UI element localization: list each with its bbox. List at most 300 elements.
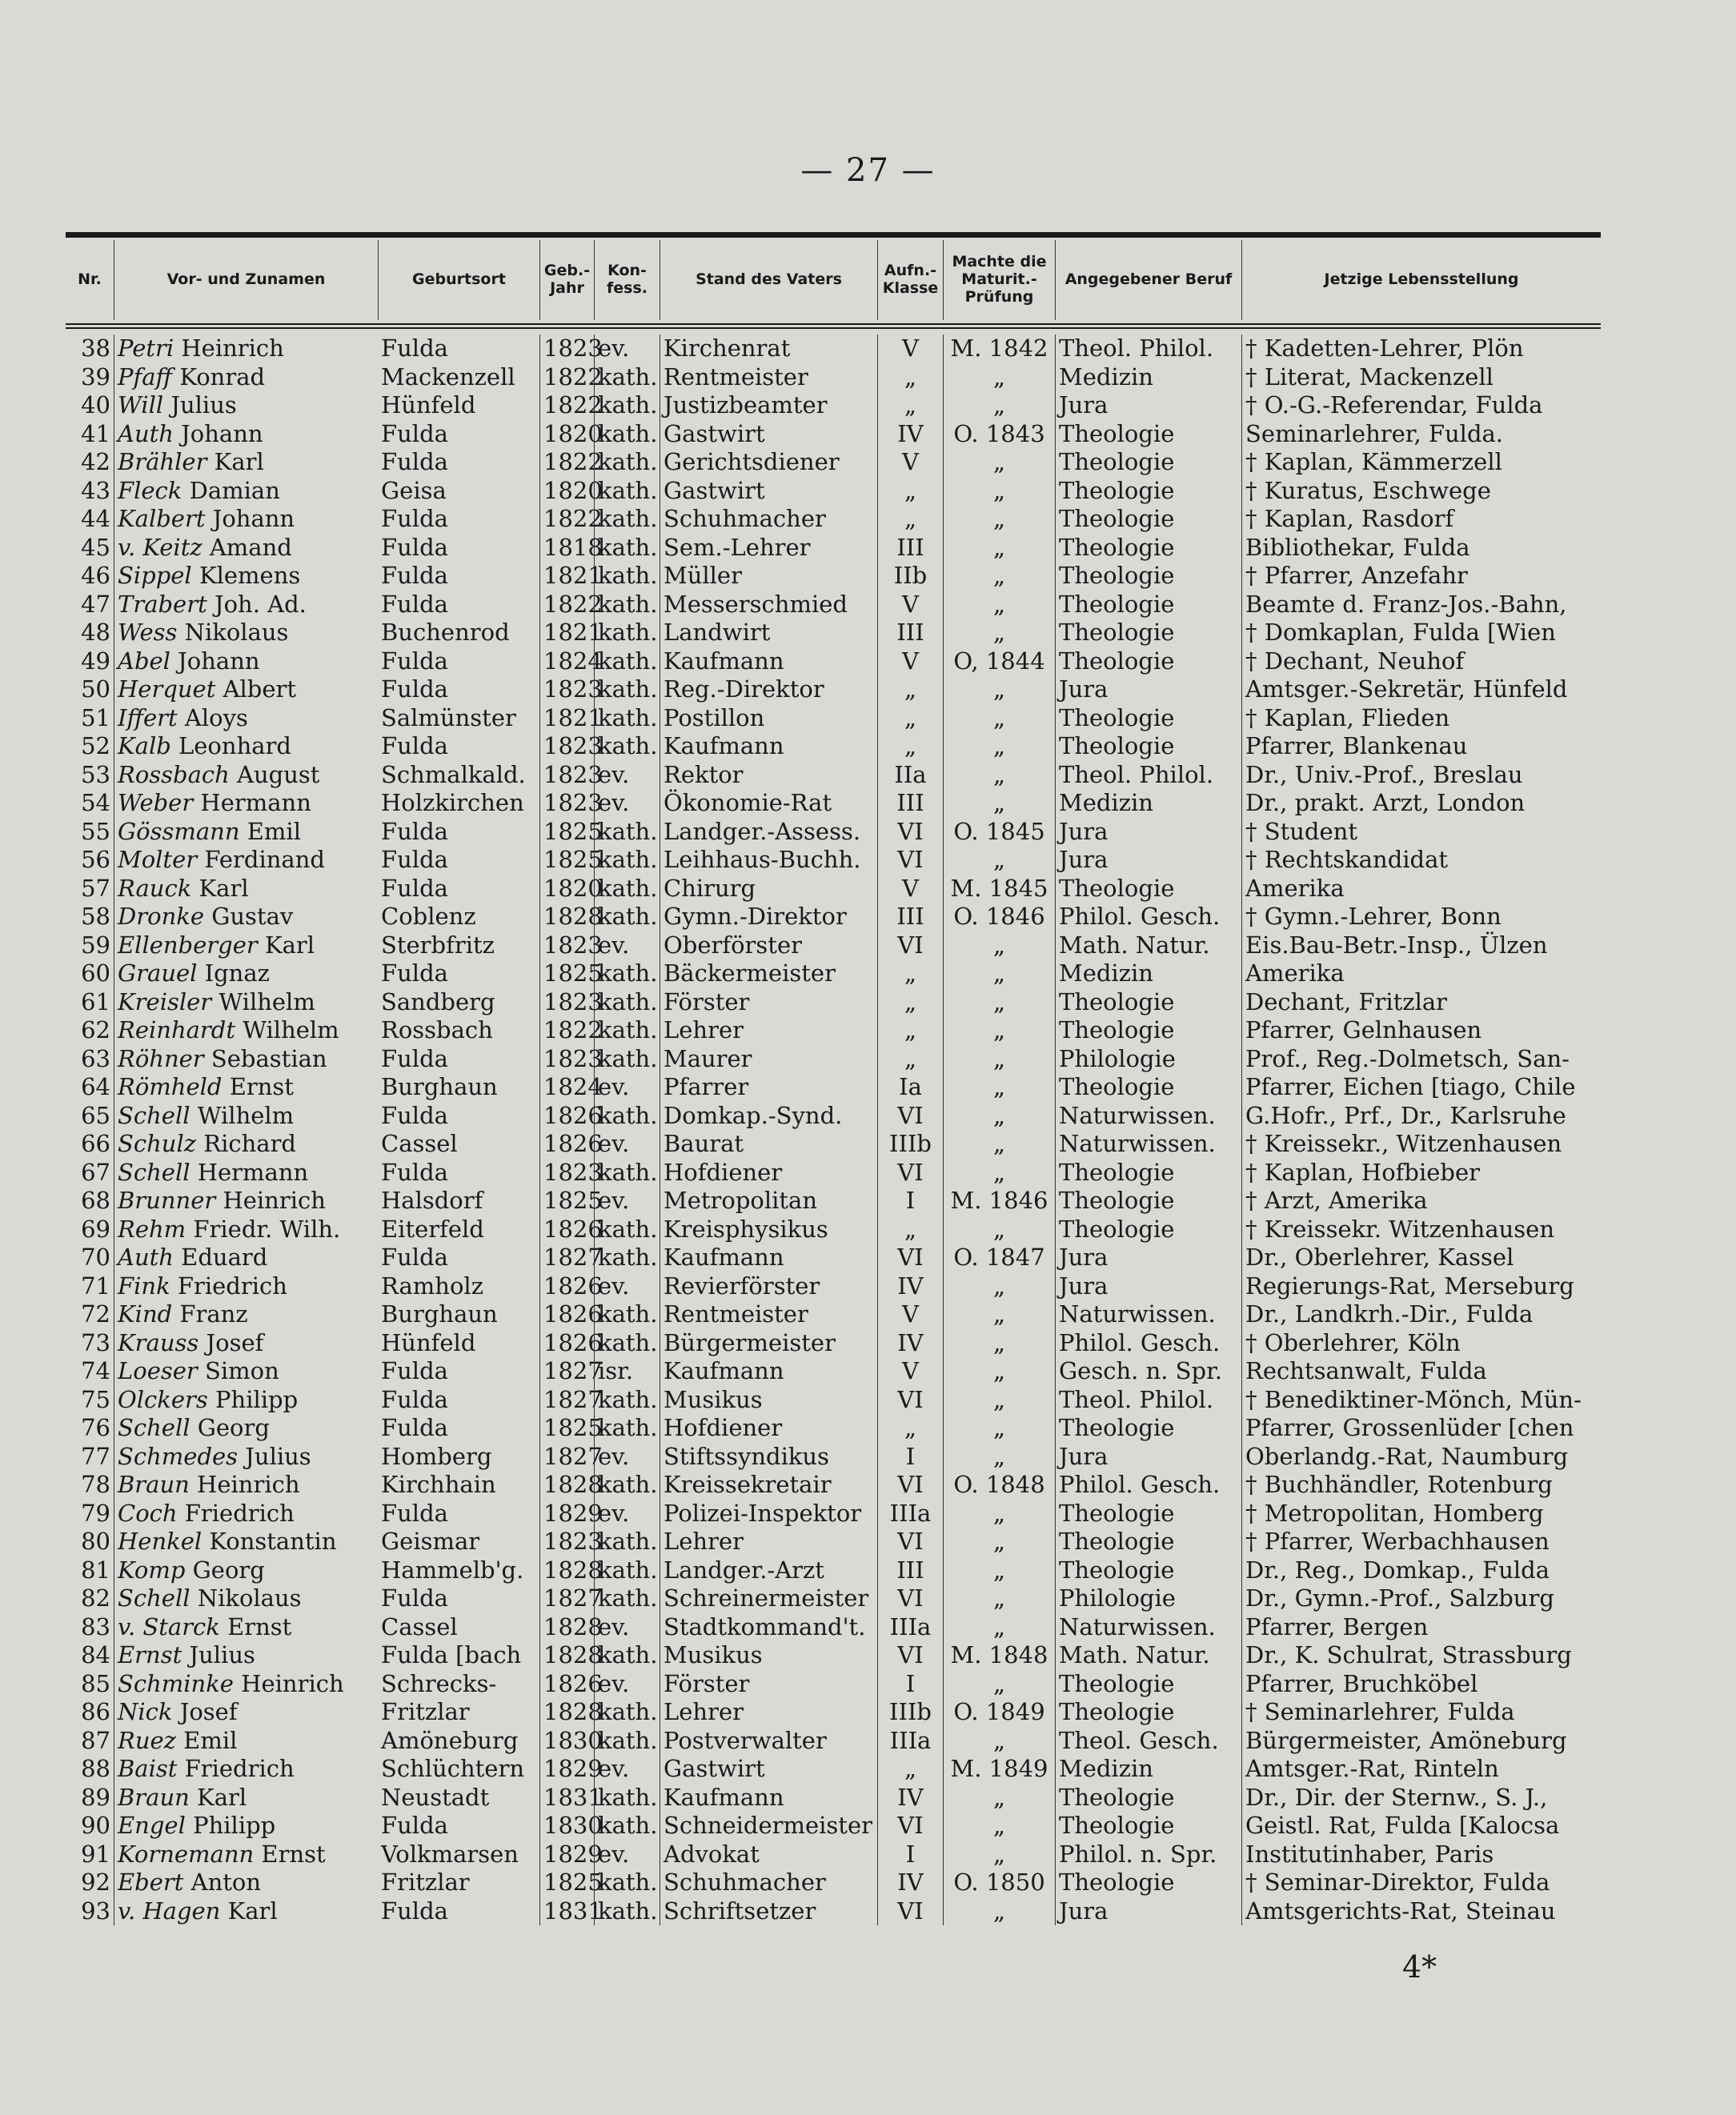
- row-father: Kreisphysikus: [660, 1216, 877, 1244]
- row-beruf: Philol. Gesch.: [1055, 1471, 1241, 1500]
- row-number: 56: [81, 846, 110, 873]
- row-number: 80: [81, 1528, 110, 1555]
- row-birthplace: Fulda: [381, 533, 448, 561]
- row-birthplace: Rossbach: [381, 1016, 493, 1043]
- row-stellung: Pfarrer, Blankenau: [1241, 732, 1601, 761]
- row-name: [114, 1500, 378, 1528]
- row-birthplace: Kirchhain: [381, 1471, 496, 1498]
- table-row: [66, 1613, 1601, 1642]
- row-birthplace: Fulda: [381, 505, 448, 532]
- row-given-name: Heinrich: [197, 1471, 300, 1498]
- row-surname: Dronke: [118, 903, 204, 930]
- row-given-name: Albert: [223, 675, 297, 703]
- table-body: [66, 334, 1601, 1925]
- row-confession: kath.: [594, 704, 660, 733]
- header-year: Geb.-Jahr: [539, 240, 594, 320]
- row-confession: kath.: [594, 875, 660, 903]
- row-confession: kath.: [594, 391, 660, 420]
- row-name: [114, 1784, 378, 1813]
- row-confession: ev.: [594, 1130, 660, 1159]
- row-birthplace: Fulda: [381, 959, 448, 987]
- row-confession: kath.: [594, 562, 660, 591]
- row-confession: kath.: [594, 505, 660, 534]
- row-number: 48: [81, 619, 110, 646]
- row-birthplace: Fritzlar: [381, 1869, 470, 1896]
- row-klasse: „: [877, 959, 943, 988]
- row-name: [114, 505, 378, 534]
- row-year: 1823: [539, 1528, 594, 1556]
- row-given-name: Ernst: [261, 1840, 326, 1868]
- row-confession: kath.: [594, 647, 660, 676]
- row-year: 1827: [539, 1386, 594, 1415]
- row-given-name: Sebastian: [210, 1044, 327, 1072]
- table-row: [66, 1073, 1601, 1102]
- row-stellung: Eis.Bau-Betr.-Insp., Ülzen: [1241, 931, 1601, 960]
- row-surname: Brähler: [118, 448, 207, 475]
- row-beruf: Naturwissen.: [1055, 1130, 1241, 1159]
- row-exam: „: [943, 1812, 1055, 1841]
- table-row: [66, 1528, 1601, 1556]
- row-exam: „: [943, 1357, 1055, 1386]
- row-father: Kaufmann: [660, 732, 877, 761]
- row-stellung: † Literat, Mackenzell: [1241, 363, 1601, 392]
- row-name: [114, 1556, 378, 1585]
- table-row: [66, 477, 1601, 506]
- row-klasse: I: [877, 1841, 943, 1869]
- row-surname: Schminke: [118, 1669, 234, 1697]
- row-birthplace: Fulda: [381, 874, 448, 902]
- row-stellung: † Kadetten-Lehrer, Plön: [1241, 334, 1601, 363]
- row-klasse: „: [877, 1755, 943, 1784]
- row-father: Kirchenrat: [660, 334, 877, 363]
- row-stellung: G.Hofr., Prf., Dr., Karlsruhe: [1241, 1102, 1601, 1131]
- row-exam: „: [943, 1784, 1055, 1813]
- row-beruf: Theologie: [1055, 1073, 1241, 1102]
- row-stellung: † Kaplan, Kämmerzell: [1241, 448, 1601, 477]
- row-beruf: Theologie: [1055, 1812, 1241, 1841]
- row-surname: Kornemann: [118, 1840, 255, 1868]
- row-klasse: III: [877, 534, 943, 563]
- row-given-name: Friedr. Wilh.: [193, 1215, 341, 1243]
- table-row: [66, 534, 1601, 563]
- row-year: 1828: [539, 1698, 594, 1727]
- row-beruf: Jura: [1055, 846, 1241, 875]
- row-klasse: IV: [877, 1329, 943, 1358]
- row-year: 1820: [539, 875, 594, 903]
- row-stellung: † Kaplan, Flieden: [1241, 704, 1601, 733]
- row-stellung: Pfarrer, Bergen: [1241, 1613, 1601, 1642]
- row-stellung: † Kreissekr., Witzenhausen: [1241, 1130, 1601, 1159]
- row-stellung: Prof., Reg.-Dolmetsch, San-: [1241, 1045, 1601, 1074]
- row-year: 1824: [539, 1073, 594, 1102]
- row-confession: kath.: [594, 1528, 660, 1556]
- row-stellung: Dr., Univ.-Prof., Breslau: [1241, 761, 1601, 790]
- table-row: [66, 1386, 1601, 1415]
- row-year: 1820: [539, 477, 594, 506]
- row-klasse: III: [877, 1556, 943, 1585]
- row-surname: Kalbert: [118, 505, 206, 532]
- row-exam: „: [943, 1216, 1055, 1244]
- row-stellung: Dr., K. Schulrat, Strassburg: [1241, 1641, 1601, 1670]
- row-surname: Komp: [118, 1556, 186, 1584]
- row-given-name: Gustav: [211, 903, 294, 930]
- row-klasse: V: [877, 1357, 943, 1386]
- row-year: 1826: [539, 1272, 594, 1301]
- row-surname: Röhner: [118, 1044, 204, 1072]
- table-row: [66, 363, 1601, 392]
- row-father: Lehrer: [660, 1528, 877, 1556]
- row-number: 69: [81, 1215, 110, 1243]
- row-year: 1826: [539, 1300, 594, 1329]
- row-name: [114, 420, 378, 449]
- row-birthplace: Homberg: [381, 1442, 492, 1470]
- row-name: [114, 591, 378, 619]
- row-exam: „: [943, 1443, 1055, 1472]
- row-surname: Weber: [118, 789, 194, 816]
- table-row: [66, 1584, 1601, 1613]
- row-klasse: V: [877, 448, 943, 477]
- row-number: 81: [81, 1556, 110, 1584]
- row-beruf: Theologie: [1055, 1216, 1241, 1244]
- row-name: [114, 1584, 378, 1613]
- row-year: 1829: [539, 1841, 594, 1869]
- row-klasse: V: [877, 1300, 943, 1329]
- row-number: 61: [81, 987, 110, 1015]
- row-stellung: † Buchhändler, Rotenburg: [1241, 1471, 1601, 1500]
- table-row: [66, 1016, 1601, 1045]
- row-birthplace: Fulda: [381, 1101, 448, 1129]
- row-number: 79: [81, 1499, 110, 1527]
- row-klasse: „: [877, 675, 943, 704]
- table-row: [66, 1641, 1601, 1670]
- row-number: 89: [81, 1783, 110, 1811]
- row-year: 1829: [539, 1500, 594, 1528]
- row-stellung: † Rechtskandidat: [1241, 846, 1601, 875]
- row-confession: ev.: [594, 1073, 660, 1102]
- row-name: [114, 448, 378, 477]
- row-beruf: Math. Natur.: [1055, 931, 1241, 960]
- row-number: 68: [81, 1187, 110, 1214]
- row-stellung: Pfarrer, Bruchköbel: [1241, 1670, 1601, 1699]
- row-name: [114, 818, 378, 847]
- row-father: Rentmeister: [660, 1300, 877, 1329]
- row-number: 74: [81, 1357, 110, 1384]
- row-number: 65: [81, 1101, 110, 1129]
- row-name: [114, 931, 378, 960]
- row-confession: kath.: [594, 1812, 660, 1841]
- row-name: [114, 1386, 378, 1415]
- row-stellung: Regierungs-Rat, Merseburg: [1241, 1272, 1601, 1301]
- row-beruf: Jura: [1055, 391, 1241, 420]
- row-beruf: Theologie: [1055, 1556, 1241, 1585]
- row-surname: Sippel: [118, 562, 192, 589]
- row-father: Bürgermeister: [660, 1329, 877, 1358]
- row-stellung: † Seminarlehrer, Fulda: [1241, 1698, 1601, 1727]
- row-klasse: V: [877, 591, 943, 619]
- row-given-name: Emil: [247, 817, 301, 845]
- row-given-name: Emil: [183, 1726, 238, 1754]
- row-year: 1830: [539, 1727, 594, 1756]
- row-surname: Rossbach: [118, 760, 230, 788]
- row-surname: Wess: [118, 619, 178, 646]
- row-beruf: Jura: [1055, 1897, 1241, 1926]
- row-confession: kath.: [594, 1784, 660, 1813]
- row-confession: kath.: [594, 1216, 660, 1244]
- row-birthplace: Amöneburg: [381, 1726, 519, 1754]
- row-exam: „: [943, 1500, 1055, 1528]
- row-father: Kreissekretair: [660, 1471, 877, 1500]
- row-given-name: Wilhelm: [243, 1016, 339, 1043]
- row-given-name: Damian: [189, 476, 280, 504]
- row-beruf: Gesch. n. Spr.: [1055, 1357, 1241, 1386]
- row-number: 84: [81, 1641, 110, 1668]
- row-birthplace: Mackenzell: [381, 363, 515, 391]
- header-stellung: Jetzige Lebensstellung: [1241, 240, 1601, 320]
- row-name: [114, 1045, 378, 1074]
- row-stellung: † Metropolitan, Homberg: [1241, 1500, 1601, 1528]
- row-birthplace: Eiterfeld: [381, 1215, 484, 1243]
- row-confession: kath.: [594, 1329, 660, 1358]
- row-birthplace: Fulda: [381, 419, 448, 447]
- row-year: 1827: [539, 1443, 594, 1472]
- row-name: [114, 1187, 378, 1216]
- row-klasse: IIIa: [877, 1727, 943, 1756]
- row-confession: kath.: [594, 363, 660, 392]
- header-rule-double: [66, 327, 1601, 329]
- row-stellung: Bibliothekar, Fulda: [1241, 534, 1601, 563]
- row-given-name: Klemens: [198, 562, 301, 589]
- row-birthplace: Hammelb'g.: [381, 1556, 524, 1584]
- row-confession: kath.: [594, 988, 660, 1017]
- row-beruf: Theologie: [1055, 1698, 1241, 1727]
- row-number: 43: [81, 476, 110, 504]
- row-klasse: I: [877, 1670, 943, 1699]
- row-name: [114, 732, 378, 761]
- row-klasse: VI: [877, 846, 943, 875]
- row-beruf: Philol. Gesch.: [1055, 903, 1241, 931]
- row-given-name: Richard: [203, 1130, 296, 1157]
- row-surname: Rehm: [118, 1215, 186, 1243]
- table-row: [66, 1244, 1601, 1272]
- table-row: [66, 789, 1601, 818]
- row-stellung: Dechant, Fritzlar: [1241, 988, 1601, 1017]
- row-stellung: Pfarrer, Gelnhausen: [1241, 1016, 1601, 1045]
- row-confession: ev.: [594, 334, 660, 363]
- table-row: [66, 1755, 1601, 1784]
- table-row: [66, 959, 1601, 988]
- row-name: [114, 1670, 378, 1699]
- row-surname: Schell: [118, 1414, 190, 1441]
- row-number: 87: [81, 1726, 110, 1754]
- row-klasse: IV: [877, 1869, 943, 1897]
- row-given-name: Julius: [245, 1442, 311, 1470]
- row-year: 1825: [539, 846, 594, 875]
- row-birthplace: Sterbfritz: [381, 931, 495, 959]
- row-exam: „: [943, 761, 1055, 790]
- row-stellung: † Dechant, Neuhof: [1241, 647, 1601, 676]
- row-surname: Nick: [118, 1698, 173, 1725]
- table-row: [66, 1556, 1601, 1585]
- row-confession: kath.: [594, 1244, 660, 1272]
- row-given-name: Georg: [197, 1414, 270, 1441]
- row-given-name: Hermann: [197, 1158, 309, 1186]
- row-exam: M. 1848: [943, 1641, 1055, 1670]
- row-confession: kath.: [594, 1159, 660, 1188]
- row-year: 1827: [539, 1357, 594, 1386]
- header-confession: Kon-fess.: [594, 240, 660, 320]
- row-number: 78: [81, 1471, 110, 1498]
- row-confession: kath.: [594, 959, 660, 988]
- row-name: [114, 704, 378, 733]
- row-father: Advokat: [660, 1841, 877, 1869]
- row-surname: Loeser: [118, 1357, 198, 1384]
- row-birthplace: Fulda: [381, 1584, 448, 1612]
- row-name: [114, 1727, 378, 1756]
- row-year: 1823: [539, 675, 594, 704]
- row-beruf: Theologie: [1055, 505, 1241, 534]
- row-name: [114, 1897, 378, 1926]
- row-year: 1826: [539, 1329, 594, 1358]
- row-father: Reg.-Direktor: [660, 675, 877, 704]
- row-birthplace: Ramholz: [381, 1272, 483, 1300]
- row-father: Hofdiener: [660, 1159, 877, 1188]
- row-number: 42: [81, 448, 110, 475]
- row-father: Gerichtsdiener: [660, 448, 877, 477]
- row-confession: kath.: [594, 1386, 660, 1415]
- row-exam: „: [943, 732, 1055, 761]
- row-exam: O. 1843: [943, 420, 1055, 449]
- row-birthplace: Burghaun: [381, 1073, 498, 1100]
- row-stellung: † Domkaplan, Fulda [Wien: [1241, 619, 1601, 647]
- row-year: 1822: [539, 391, 594, 420]
- row-klasse: III: [877, 903, 943, 931]
- row-father: Kaufmann: [660, 1244, 877, 1272]
- row-name: [114, 334, 378, 363]
- row-klasse: V: [877, 875, 943, 903]
- row-name: [114, 1613, 378, 1642]
- row-number: 38: [81, 334, 110, 362]
- row-beruf: Philol. Gesch.: [1055, 1329, 1241, 1358]
- row-confession: kath.: [594, 1414, 660, 1443]
- row-beruf: Jura: [1055, 1244, 1241, 1272]
- row-klasse: IIb: [877, 562, 943, 591]
- row-confession: kath.: [594, 1045, 660, 1074]
- row-number: 53: [81, 760, 110, 788]
- row-stellung: Bürgermeister, Amöneburg: [1241, 1727, 1601, 1756]
- row-year: 1823: [539, 931, 594, 960]
- row-exam: „: [943, 1016, 1055, 1045]
- row-birthplace: Buchenrod: [381, 619, 510, 646]
- row-year: 1823: [539, 334, 594, 363]
- row-name: [114, 363, 378, 392]
- row-father: Gymn.-Direktor: [660, 903, 877, 931]
- row-confession: kath.: [594, 619, 660, 647]
- row-number: 64: [81, 1073, 110, 1100]
- row-name: [114, 1216, 378, 1244]
- row-confession: ev.: [594, 1272, 660, 1301]
- row-birthplace: Fulda: [381, 1812, 448, 1839]
- row-beruf: Theologie: [1055, 1784, 1241, 1813]
- row-number: 46: [81, 562, 110, 589]
- row-given-name: Karl: [197, 1783, 247, 1811]
- row-exam: „: [943, 562, 1055, 591]
- row-confession: kath.: [594, 1102, 660, 1131]
- row-beruf: Theologie: [1055, 988, 1241, 1017]
- row-beruf: Theologie: [1055, 619, 1241, 647]
- row-birthplace: Salmünster: [381, 703, 516, 731]
- row-father: Landger.-Assess.: [660, 818, 877, 847]
- row-birthplace: Sandberg: [381, 987, 495, 1015]
- row-year: 1823: [539, 1159, 594, 1188]
- row-beruf: Math. Natur.: [1055, 1641, 1241, 1670]
- row-year: 1828: [539, 1613, 594, 1642]
- row-number: 62: [81, 1016, 110, 1043]
- table-row: [66, 1130, 1601, 1159]
- row-name: [114, 1130, 378, 1159]
- row-surname: Ellenberger: [118, 931, 258, 959]
- row-klasse: VI: [877, 1102, 943, 1131]
- row-klasse: IIIa: [877, 1500, 943, 1528]
- row-birthplace: Fulda: [381, 1897, 448, 1925]
- row-beruf: Theologie: [1055, 647, 1241, 676]
- table-row: [66, 1187, 1601, 1216]
- row-year: 1823: [539, 732, 594, 761]
- row-exam: „: [943, 704, 1055, 733]
- row-given-name: Aloys: [184, 703, 248, 731]
- header-beruf: Angegebener Beruf: [1055, 240, 1241, 320]
- row-given-name: Johann: [178, 647, 260, 675]
- row-name: [114, 477, 378, 506]
- row-number: 57: [81, 874, 110, 902]
- row-number: 49: [81, 647, 110, 675]
- row-surname: Fink: [118, 1272, 170, 1300]
- row-confession: kath.: [594, 1471, 660, 1500]
- row-exam: „: [943, 1613, 1055, 1642]
- row-given-name: Karl: [214, 448, 264, 475]
- row-klasse: VI: [877, 1471, 943, 1500]
- row-given-name: Ferdinand: [204, 846, 325, 873]
- row-number: 90: [81, 1812, 110, 1839]
- table-row: [66, 846, 1601, 875]
- row-year: 1821: [539, 562, 594, 591]
- row-father: Schriftsetzer: [660, 1897, 877, 1926]
- row-number: 47: [81, 590, 110, 618]
- row-father: Gastwirt: [660, 1755, 877, 1784]
- row-birthplace: Fulda: [381, 1385, 448, 1413]
- row-beruf: Theologie: [1055, 1414, 1241, 1443]
- row-father: Leihhaus-Buchh.: [660, 846, 877, 875]
- row-exam: „: [943, 1130, 1055, 1159]
- row-exam: O. 1849: [943, 1698, 1055, 1727]
- header-rule: [66, 323, 1601, 325]
- row-klasse: IV: [877, 420, 943, 449]
- row-confession: kath.: [594, 732, 660, 761]
- row-stellung: Rechtsanwalt, Fulda: [1241, 1357, 1601, 1386]
- row-exam: „: [943, 959, 1055, 988]
- row-year: 1824: [539, 647, 594, 676]
- row-exam: „: [943, 1414, 1055, 1443]
- row-surname: Ebert: [118, 1869, 184, 1896]
- table-row: [66, 1784, 1601, 1813]
- table-row: [66, 1670, 1601, 1699]
- row-stellung: † O.-G.-Referendar, Fulda: [1241, 391, 1601, 420]
- table-row: [66, 1216, 1601, 1244]
- row-given-name: Ernst: [227, 1612, 292, 1640]
- table-row: [66, 1272, 1601, 1301]
- row-given-name: Johann: [181, 419, 263, 447]
- row-father: Polizei-Inspektor: [660, 1500, 877, 1528]
- row-given-name: August: [237, 760, 320, 788]
